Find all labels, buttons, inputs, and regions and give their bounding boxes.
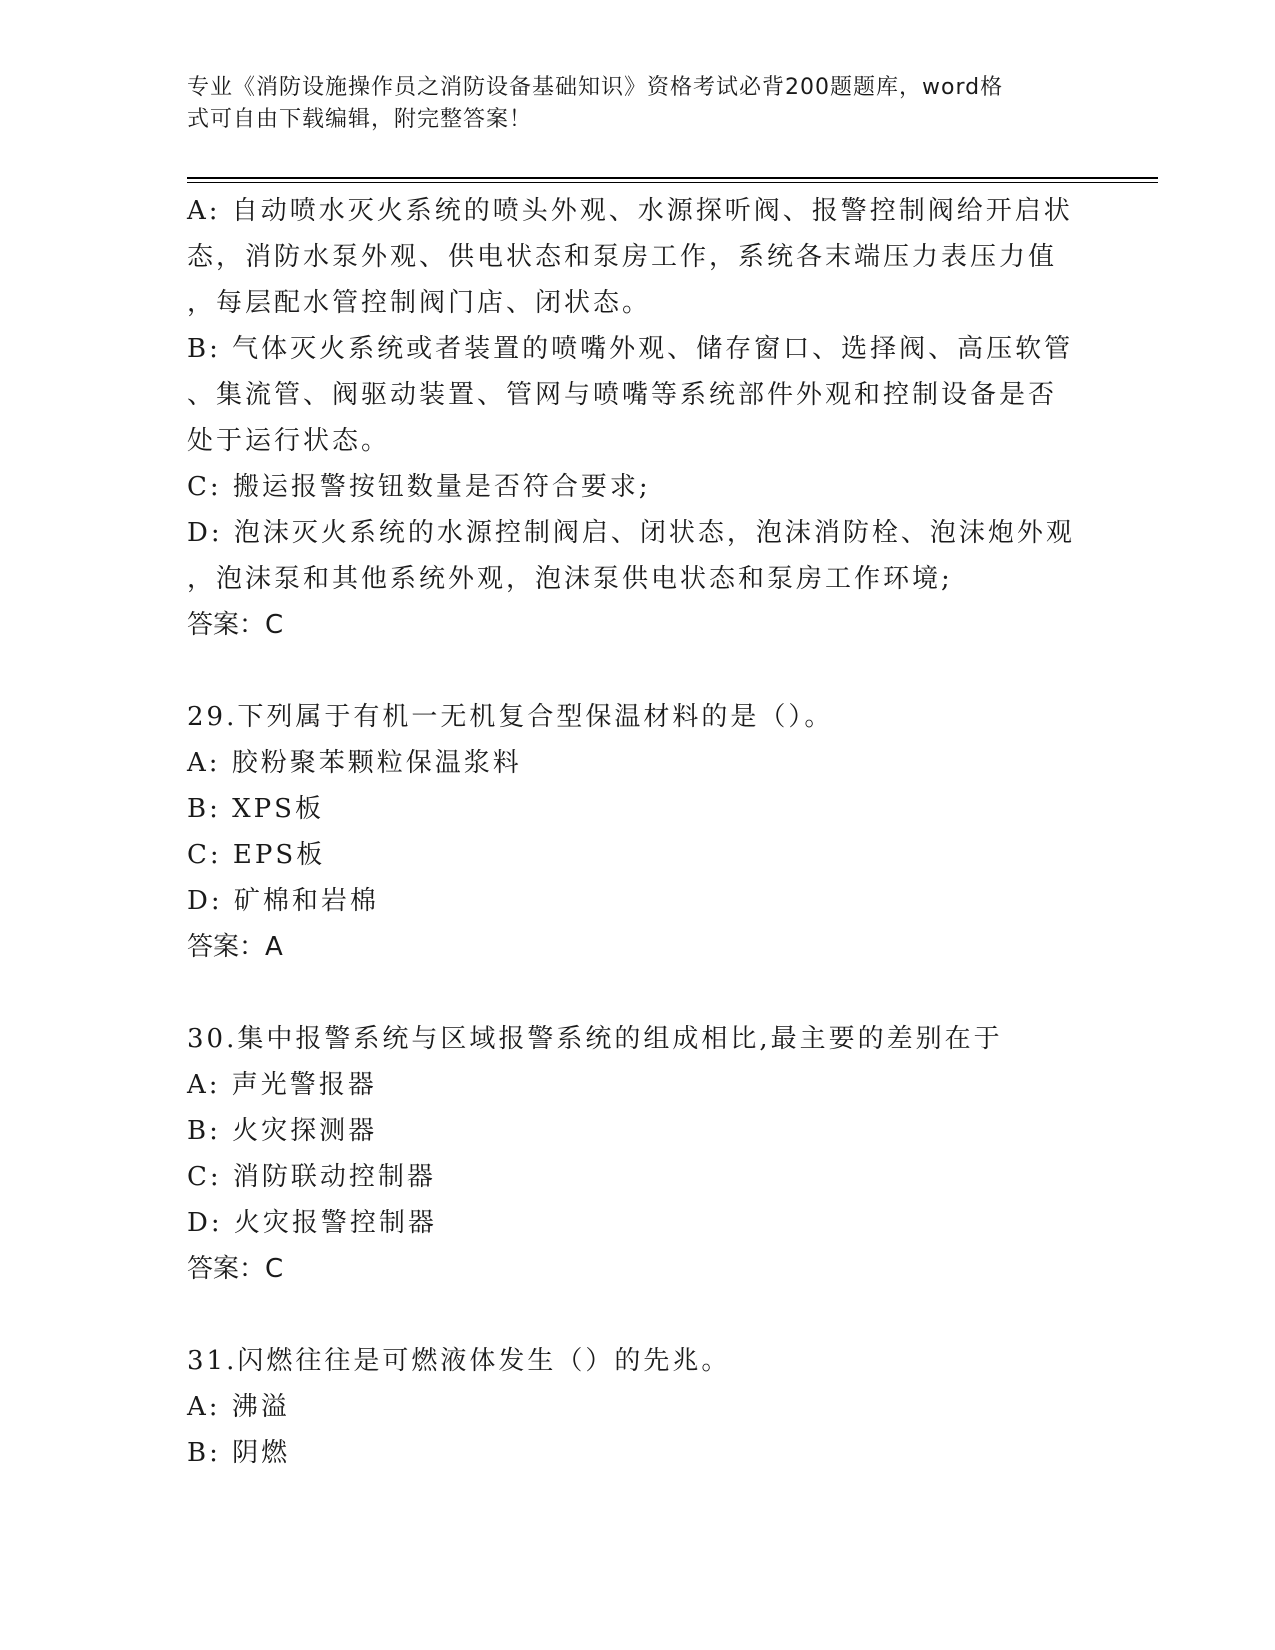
option-c: C: 消防联动控制器	[187, 1162, 436, 1192]
option-a-line-1: A: 自动喷水灭火系统的喷头外观、水源探听阀、报警控制阀给开启状	[187, 196, 1073, 226]
option-a: A: 沸溢	[187, 1392, 290, 1422]
option-c: C: 搬运报警按钮数量是否符合要求;	[187, 472, 651, 502]
option-b: B: XPS板	[187, 794, 324, 824]
option-d: D: 矿棉和岩棉	[187, 886, 379, 916]
option-a-line-3: ，每层配水管控制阀门店、闭状态。	[187, 288, 652, 318]
option-d-line-1: D: 泡沫灭火系统的水源控制阀启、闭状态，泡沫消防栓、泡沫炮外观	[187, 518, 1075, 548]
header-line-1: 专业《消防设施操作员之消防设备基础知识》资格考试必背200题题库，word格	[187, 75, 1004, 100]
question-28	[187, 188, 1087, 648]
option-b-line-3: 处于运行状态。	[187, 426, 391, 456]
option-b: B: 阴燃	[187, 1438, 291, 1468]
spacer	[187, 970, 1087, 1016]
header-divider-thin	[187, 182, 1158, 183]
question-text: 31.闪燃往往是可燃液体发生（）的先兆。	[187, 1346, 731, 1376]
option-c: C: EPS板	[187, 840, 326, 870]
option-a: A: 声光警报器	[187, 1070, 377, 1100]
question-30	[187, 1016, 1087, 1292]
answer: 答案：C	[187, 1254, 284, 1284]
spacer	[187, 1292, 1087, 1338]
answer: 答案：C	[187, 610, 284, 640]
header-line-2: 式可自由下载编辑，附完整答案！	[187, 107, 533, 132]
question-31	[187, 1338, 1087, 1476]
question-29	[187, 694, 1087, 970]
option-b: B: 火灾探测器	[187, 1116, 378, 1146]
option-b-line-2: 、集流管、阀驱动装置、管网与喷嘴等系统部件外观和控制设备是否	[187, 380, 1058, 410]
spacer	[187, 648, 1087, 694]
answer: 答案：A	[187, 932, 283, 962]
question-text: 30.集中报警系统与区域报警系统的组成相比,最主要的差别在于	[187, 1024, 1003, 1054]
option-b-line-1: B: 气体灭火系统或者装置的喷嘴外观、储存窗口、选择阀、高压软管	[187, 334, 1074, 364]
option-a-line-2: 态，消防水泵外观、供电状态和泵房工作，系统各末端压力表压力值	[187, 242, 1058, 272]
question-text: 29.下列属于有机一无机复合型保温材料的是（）。	[187, 702, 834, 732]
option-a: A: 胶粉聚苯颗粒保温浆料	[187, 748, 522, 778]
option-d-line-2: ，泡沫泵和其他系统外观，泡沫泵供电状态和泵房工作环境;	[187, 564, 953, 594]
document-header	[187, 72, 1067, 136]
option-d: D: 火灾报警控制器	[187, 1208, 437, 1238]
header-divider-thick	[187, 177, 1158, 179]
question-list	[187, 188, 1087, 1476]
